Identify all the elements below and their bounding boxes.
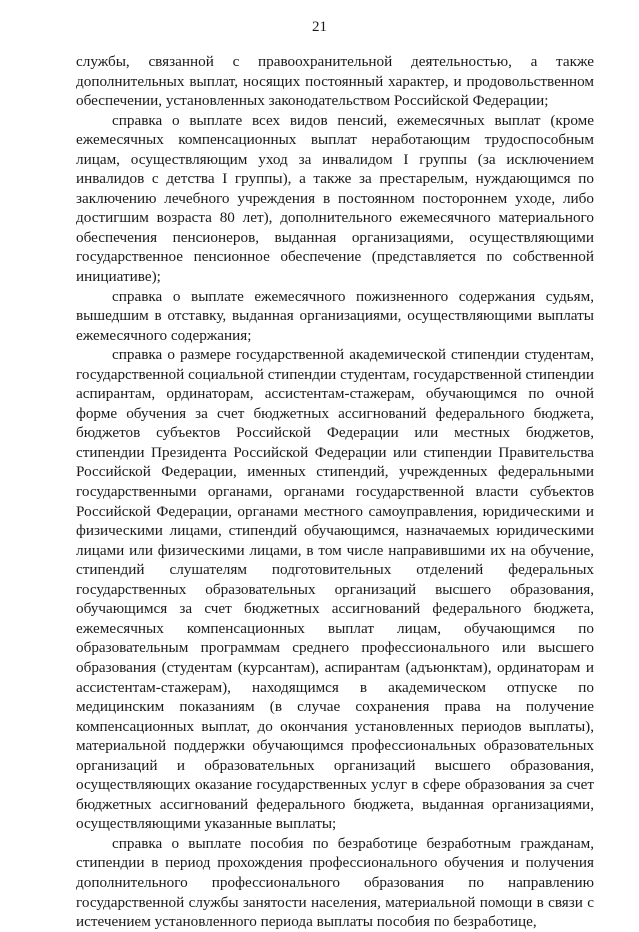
paragraph-judges-allowance-certificate: справка о выплате ежемесячного пожизненного содержания судьям, вышедшим в отставку, выданная организациями, осуществляющими выплаты ежемесячного содержания; bbox=[76, 287, 594, 344]
paragraph-scholarship-certificate: справка о размере государственной академической стипендии студентам, государственной социальной стипендии студентам, государственной стипендии аспирантам, ординаторам, ассистентам-стажерам, обучающимся по очной форме обучения за счет бюджетных ассигнований федерального бюджета, бюджетов субъектов Российской Федерации или местных бюджетов, стипендии Президента Российской Федерации или стипендии Правительства Российской Федерации, именных стипендий, учрежденных федеральными государственными органами, органами государственной власти субъектов Российской Федерации, органами местного самоуправления, юридическими и физическими лицами, стипендий обучающимся, назначаемых юридическими лицами или физическими лицами, в том числе направившими их на обучение, стипендий слушателям подготовительных отделений федеральных государственных образовательных организаций высшего образования, обучающимся за счет бюджетных ассигнований федерального бюджета, ежемесячных компенсационных выплат лицам, обучающимся по образовательным программам среднего профессионального или высшего образования (студентам (курсантам), аспирантам (адъюнктам), ординаторам и ассистентам-стажерам), находящимся в академическом отпуске по медицинским показаниям (в случае сохранения права на получение компенсационных выплат, до окончания установленных периодов выплаты), материальной поддержки обучающимся профессиональных образовательных организаций и образовательных организаций высшего образования, осуществляющих оказание государственных услуг в сфере образования за счет бюджетных ассигнований федерального бюджета, выданная организациями, осуществляющими указанные выплаты; bbox=[76, 346, 594, 833]
page-number: 21 bbox=[312, 19, 327, 35]
paragraph-continuation: службы, связанной с правоохранительной деятельностью, а также дополнительных выплат, носящих постоянный характер, и продовольственном обеспечении, установленных законодательством Российской Федерации; bbox=[76, 53, 594, 110]
paragraph-pension-certificate: справка о выплате всех видов пенсий, ежемесячных выплат (кроме ежемесячных компенсационных выплат неработающим трудоспособным лицам, осуществляющим уход за инвалидом I группы (за исключением инвалидов с детства I группы), а также за престарелым, нуждающимся по заключению лечебного учреждения в постоянном постороннем уходе, либо достигшим возраста 80 лет), дополнительного ежемесячного материального обеспечения пенсионеров, выданная организациями, осуществляющими государственное пенсионное обеспечение (представляется по собственной инициативе); bbox=[76, 111, 594, 286]
document-body bbox=[76, 52, 594, 932]
paragraph-unemployment-benefit-certificate: справка о выплате пособия по безработице безработным гражданам, стипендии в период прохождения профессионального обучения и получения дополнительного профессионального образования по направлению государственной службы занятости населения, материальной помощи в связи с истечением установленного периода выплаты пособия по безработице, bbox=[76, 834, 594, 931]
